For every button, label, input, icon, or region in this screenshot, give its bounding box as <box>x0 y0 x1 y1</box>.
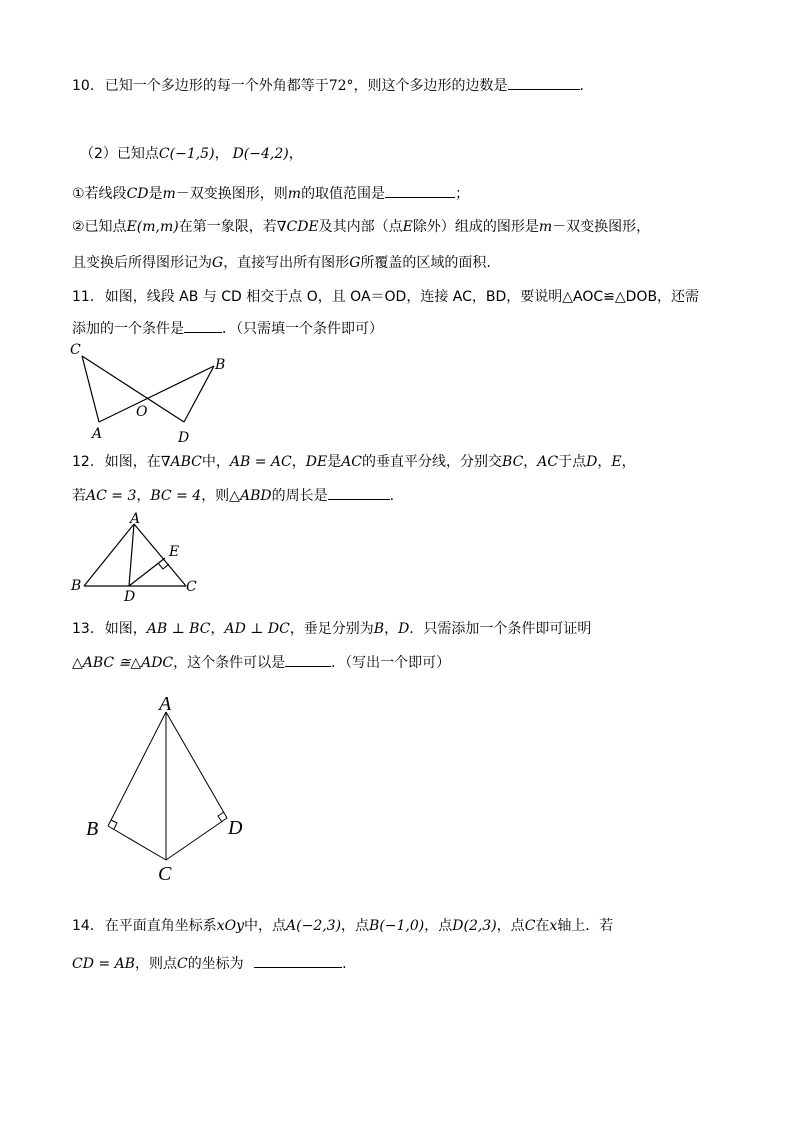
q10-end: . <box>579 78 584 94</box>
q13-b: B <box>373 621 385 637</box>
label-d: D <box>124 589 136 605</box>
q12-ac: AC <box>341 454 363 470</box>
q12-ac3: AC = 3 <box>86 488 137 504</box>
item2-text-a: 在第一象限，若 <box>178 219 277 235</box>
q14-end: . <box>342 956 347 972</box>
label-b: B <box>86 818 99 840</box>
segment-de <box>129 558 165 586</box>
q12-line2-d: 的周长是 <box>271 488 328 504</box>
q12-number: 12. <box>72 454 95 470</box>
item2-m: m <box>538 219 553 235</box>
q12-bc2: BC = 4 <box>150 488 202 504</box>
q13-line2-b: ，这个条件可以是 <box>173 655 286 671</box>
label-a: A <box>130 511 141 527</box>
q13-line2 <box>72 652 450 672</box>
q14-line2-c: 的坐标为 <box>187 956 244 972</box>
q12-bc: BC <box>502 454 524 470</box>
q12-end: . <box>389 488 395 504</box>
q10-number: 10. <box>72 78 95 94</box>
q12-figure <box>68 512 208 608</box>
q13-text-d: ， <box>384 621 399 637</box>
q14-cd-ab: CD = AB <box>72 956 135 972</box>
q12-text-g: 于点 <box>558 454 587 470</box>
part2-label: （2）已知点 <box>80 146 159 162</box>
item2-triangle: ∇CDE <box>276 219 319 235</box>
part2-line <box>80 145 303 163</box>
q13-p2: AD ⊥ DC <box>224 621 290 637</box>
question-12 <box>72 453 636 471</box>
q10-angle: 72° <box>328 78 354 94</box>
segment-ad <box>129 524 134 586</box>
segment-cd <box>82 356 184 422</box>
segment-ad <box>166 712 227 818</box>
label-a: A <box>92 426 103 442</box>
question-10 <box>72 75 584 95</box>
item1-answer-blank[interactable] <box>385 183 455 198</box>
item1-text-b: －双变换图形，则 <box>175 186 288 202</box>
question-13 <box>72 620 591 638</box>
q13-text-e: ．只需添加一个条件即可证明 <box>409 621 592 637</box>
q11-line2-b: ．（只需填一个条件即可） <box>222 321 383 337</box>
part2-point-d: D(−4,2) <box>232 146 289 162</box>
item2b-line <box>72 254 491 272</box>
item2-emm: E(m,m) <box>126 219 179 235</box>
q11-line2 <box>72 318 383 338</box>
item2b-text-c: 所覆盖的区域的面积. <box>360 255 491 271</box>
segment-dc <box>166 818 227 860</box>
q12-ac2: AC <box>537 454 559 470</box>
q12-text-a: 如图，在 <box>104 454 161 470</box>
q13-d: D <box>398 621 410 637</box>
q12-e: E <box>611 454 622 470</box>
q14-text-b: 中，点 <box>244 918 287 934</box>
q14-xoy: xOy <box>216 918 245 934</box>
item2-text-d: －双变换图形， <box>552 219 651 235</box>
q13-text-b: ， <box>210 621 225 637</box>
q12-text-d: 是 <box>327 454 342 470</box>
q13-congruence: △ABC ≅△ADC <box>72 655 174 671</box>
q13-diagram <box>78 690 258 886</box>
item1-text-a: 是 <box>148 186 163 202</box>
item2-prefix: ②已知点 <box>72 219 127 235</box>
segment-ab <box>84 524 134 586</box>
q10-answer-blank[interactable] <box>508 75 580 90</box>
q10-text-a: 已知一个多边形的每一个外角都等于 <box>104 78 329 94</box>
item2b-g2: G <box>349 255 361 271</box>
q11-figure <box>66 338 246 452</box>
q12-line2-c: ，则△ <box>201 488 240 504</box>
q14-text-c: ，点 <box>341 918 370 934</box>
q14-line2 <box>72 953 347 973</box>
q14-text-e: ，点 <box>496 918 525 934</box>
q12-text-c: ， <box>291 454 306 470</box>
q14-text-f: 在 <box>535 918 550 934</box>
segment-ab <box>108 712 166 826</box>
q12-text-b: 中， <box>201 454 230 470</box>
q12-abd: ABD <box>239 488 272 504</box>
segment-bc <box>108 826 166 860</box>
q12-line2 <box>72 485 394 505</box>
question-11 <box>72 288 699 306</box>
label-b: B <box>71 578 82 594</box>
q12-eq1: AB = AC <box>229 454 292 470</box>
item1-text-c: 的取值范围是 <box>301 186 386 202</box>
q14-point-b: B(−1,0) <box>369 918 425 934</box>
item1-prefix: ①若线段 <box>72 186 127 202</box>
q13-text-c: ，垂足分别为 <box>289 621 374 637</box>
right-angle-mark-b <box>111 820 117 829</box>
label-d: D <box>228 817 243 839</box>
q13-answer-blank[interactable] <box>285 652 331 667</box>
q14-line2-b: ，则点 <box>134 956 177 972</box>
q14-text-d: ，点 <box>424 918 453 934</box>
q13-p1: AB ⊥ BC <box>146 621 211 637</box>
q14-point-d: D(2,3) <box>452 918 497 934</box>
label-a: A <box>159 693 172 715</box>
q14-c: C <box>524 918 536 934</box>
label-e: E <box>169 544 180 560</box>
q14-point-a: A(−2,3) <box>286 918 342 934</box>
item2b-g: G <box>212 255 224 271</box>
q13-text-a: 如图， <box>104 621 147 637</box>
q12-answer-blank[interactable] <box>328 485 390 500</box>
item1-m2: m <box>287 186 302 202</box>
q10-text-b: ，则这个多边形的边数是 <box>353 78 508 94</box>
q12-d: D <box>586 454 598 470</box>
q12-diagram <box>68 512 208 604</box>
q12-text-i: ， <box>621 454 636 470</box>
q14-c2: C <box>176 956 188 972</box>
label-c: C <box>158 863 172 885</box>
q11-line2-a: 添加的一个条件是 <box>72 321 184 337</box>
q14-x: x <box>549 918 558 934</box>
q11-diagram <box>66 338 246 448</box>
q12-line2-a: 若 <box>72 488 86 504</box>
item1-cd: CD <box>126 186 149 202</box>
item2-e: E <box>402 219 413 235</box>
q12-text-e: 的垂直平分线，分别交 <box>362 454 503 470</box>
part2-end: ， <box>288 146 303 162</box>
q12-de: DE <box>305 454 328 470</box>
item2b-text-a: 且变换后所得图形记为 <box>72 255 212 271</box>
q11-number: 11. <box>72 289 95 305</box>
q13-line2-c: ．（写出一个即可） <box>331 655 451 671</box>
segment-ab <box>99 366 214 422</box>
item1-line <box>72 183 469 203</box>
q12-line2-b: ， <box>136 488 151 504</box>
q12-triangle: ∇ABC <box>160 454 202 470</box>
part2-point-c: C(−1,5) <box>158 146 215 162</box>
part2-sep: ， <box>214 146 229 162</box>
q13-number: 13. <box>72 621 95 637</box>
segment-bd <box>184 366 214 422</box>
item2-text-b: 及其内部（点 <box>318 219 403 235</box>
label-c: C <box>186 579 197 595</box>
item2-line <box>72 218 650 236</box>
q14-text-a: 在平面直角坐标系 <box>104 918 217 934</box>
item2-text-c: 除外）组成的图形是 <box>412 219 539 235</box>
q13-figure <box>78 690 258 890</box>
label-b: B <box>215 357 226 373</box>
label-d: D <box>178 430 190 446</box>
q12-text-h: ， <box>597 454 612 470</box>
item2b-text-b: ，直接写出所有图形 <box>223 255 350 271</box>
q12-text-f: ， <box>523 454 538 470</box>
item1-end: ； <box>455 186 470 202</box>
question-14 <box>72 917 613 935</box>
label-o: O <box>136 404 148 420</box>
item1-m: m <box>162 186 176 202</box>
q14-answer-blank[interactable] <box>254 953 342 968</box>
q14-number: 14. <box>72 918 95 934</box>
label-c: C <box>70 342 81 358</box>
q14-text-g: 轴上．若 <box>557 918 614 934</box>
q11-line1: 如图，线段 AB 与 CD 相交于点 O，且 OA＝OD，连接 AC，BD，要说明△AOC≌△DOB，还需 <box>104 289 700 305</box>
q11-answer-blank[interactable] <box>184 318 222 333</box>
